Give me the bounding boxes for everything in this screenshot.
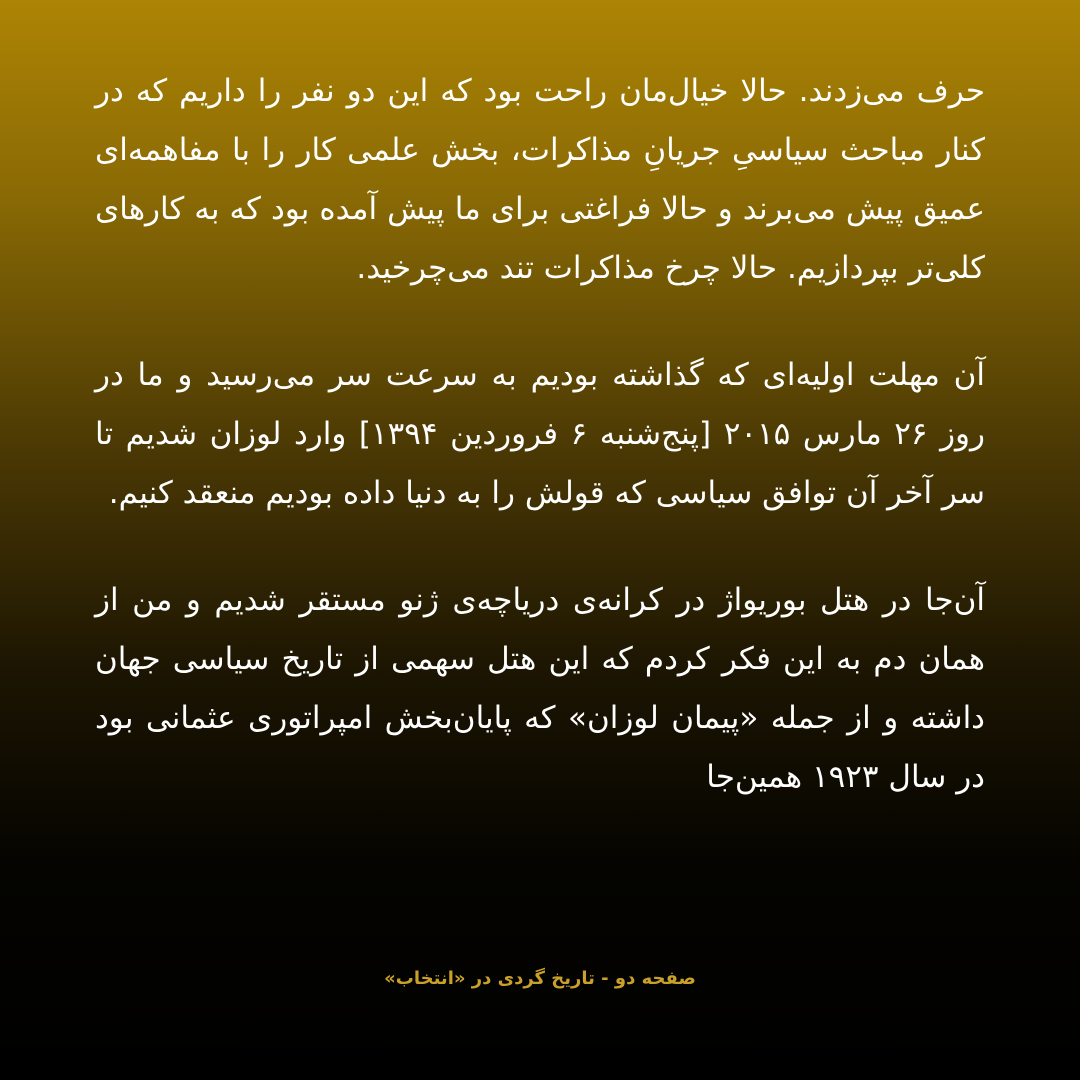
paragraph-3: آن‌جا در هتل بوریواژ در کرانه‌ی دریاچه‌ی ژنو مستقر شدیم و من از همان دم به این فکر کردم که این هتل سهمی از تاریخ سیاسی جهان داشته و از جمله «پیمان لوزان» که پایان‌بخش امپراتوری عثمانی بود در سال ۱۹۲۳ همین‌جا [95,582,985,795]
article-body [95,62,985,807]
paragraph-1: حرف می‌زدند. حالا خیال‌مان راحت بود که این دو نفر را داریم که در کنار مباحث سیاسیِ جریانِ مذاکرات، بخش علمی کار را با مفاهمه‌ای عمیق پیش می‌برند و حالا فراغتی برای ما پیش آمده بود که به کارهای کلی‌تر بپردازیم. حالا چرخ مذاکرات تند می‌چرخید. [95,73,985,286]
page-footer-caption: صفحه دو - تاریخ گردی در «انتخاب» [384,968,696,989]
paragraph-2: آن مهلت اولیه‌ای که گذاشته بودیم به سرعت سر می‌رسید و ما در روز ۲۶ مارس ۲۰۱۵ [پنج‌شنبه ۶ فروردین ۱۳۹۴] وارد لوزان شدیم تا سر آخر آن توافق سیاسی که قولش را به دنیا داده بودیم منعقد کنیم. [95,357,985,511]
